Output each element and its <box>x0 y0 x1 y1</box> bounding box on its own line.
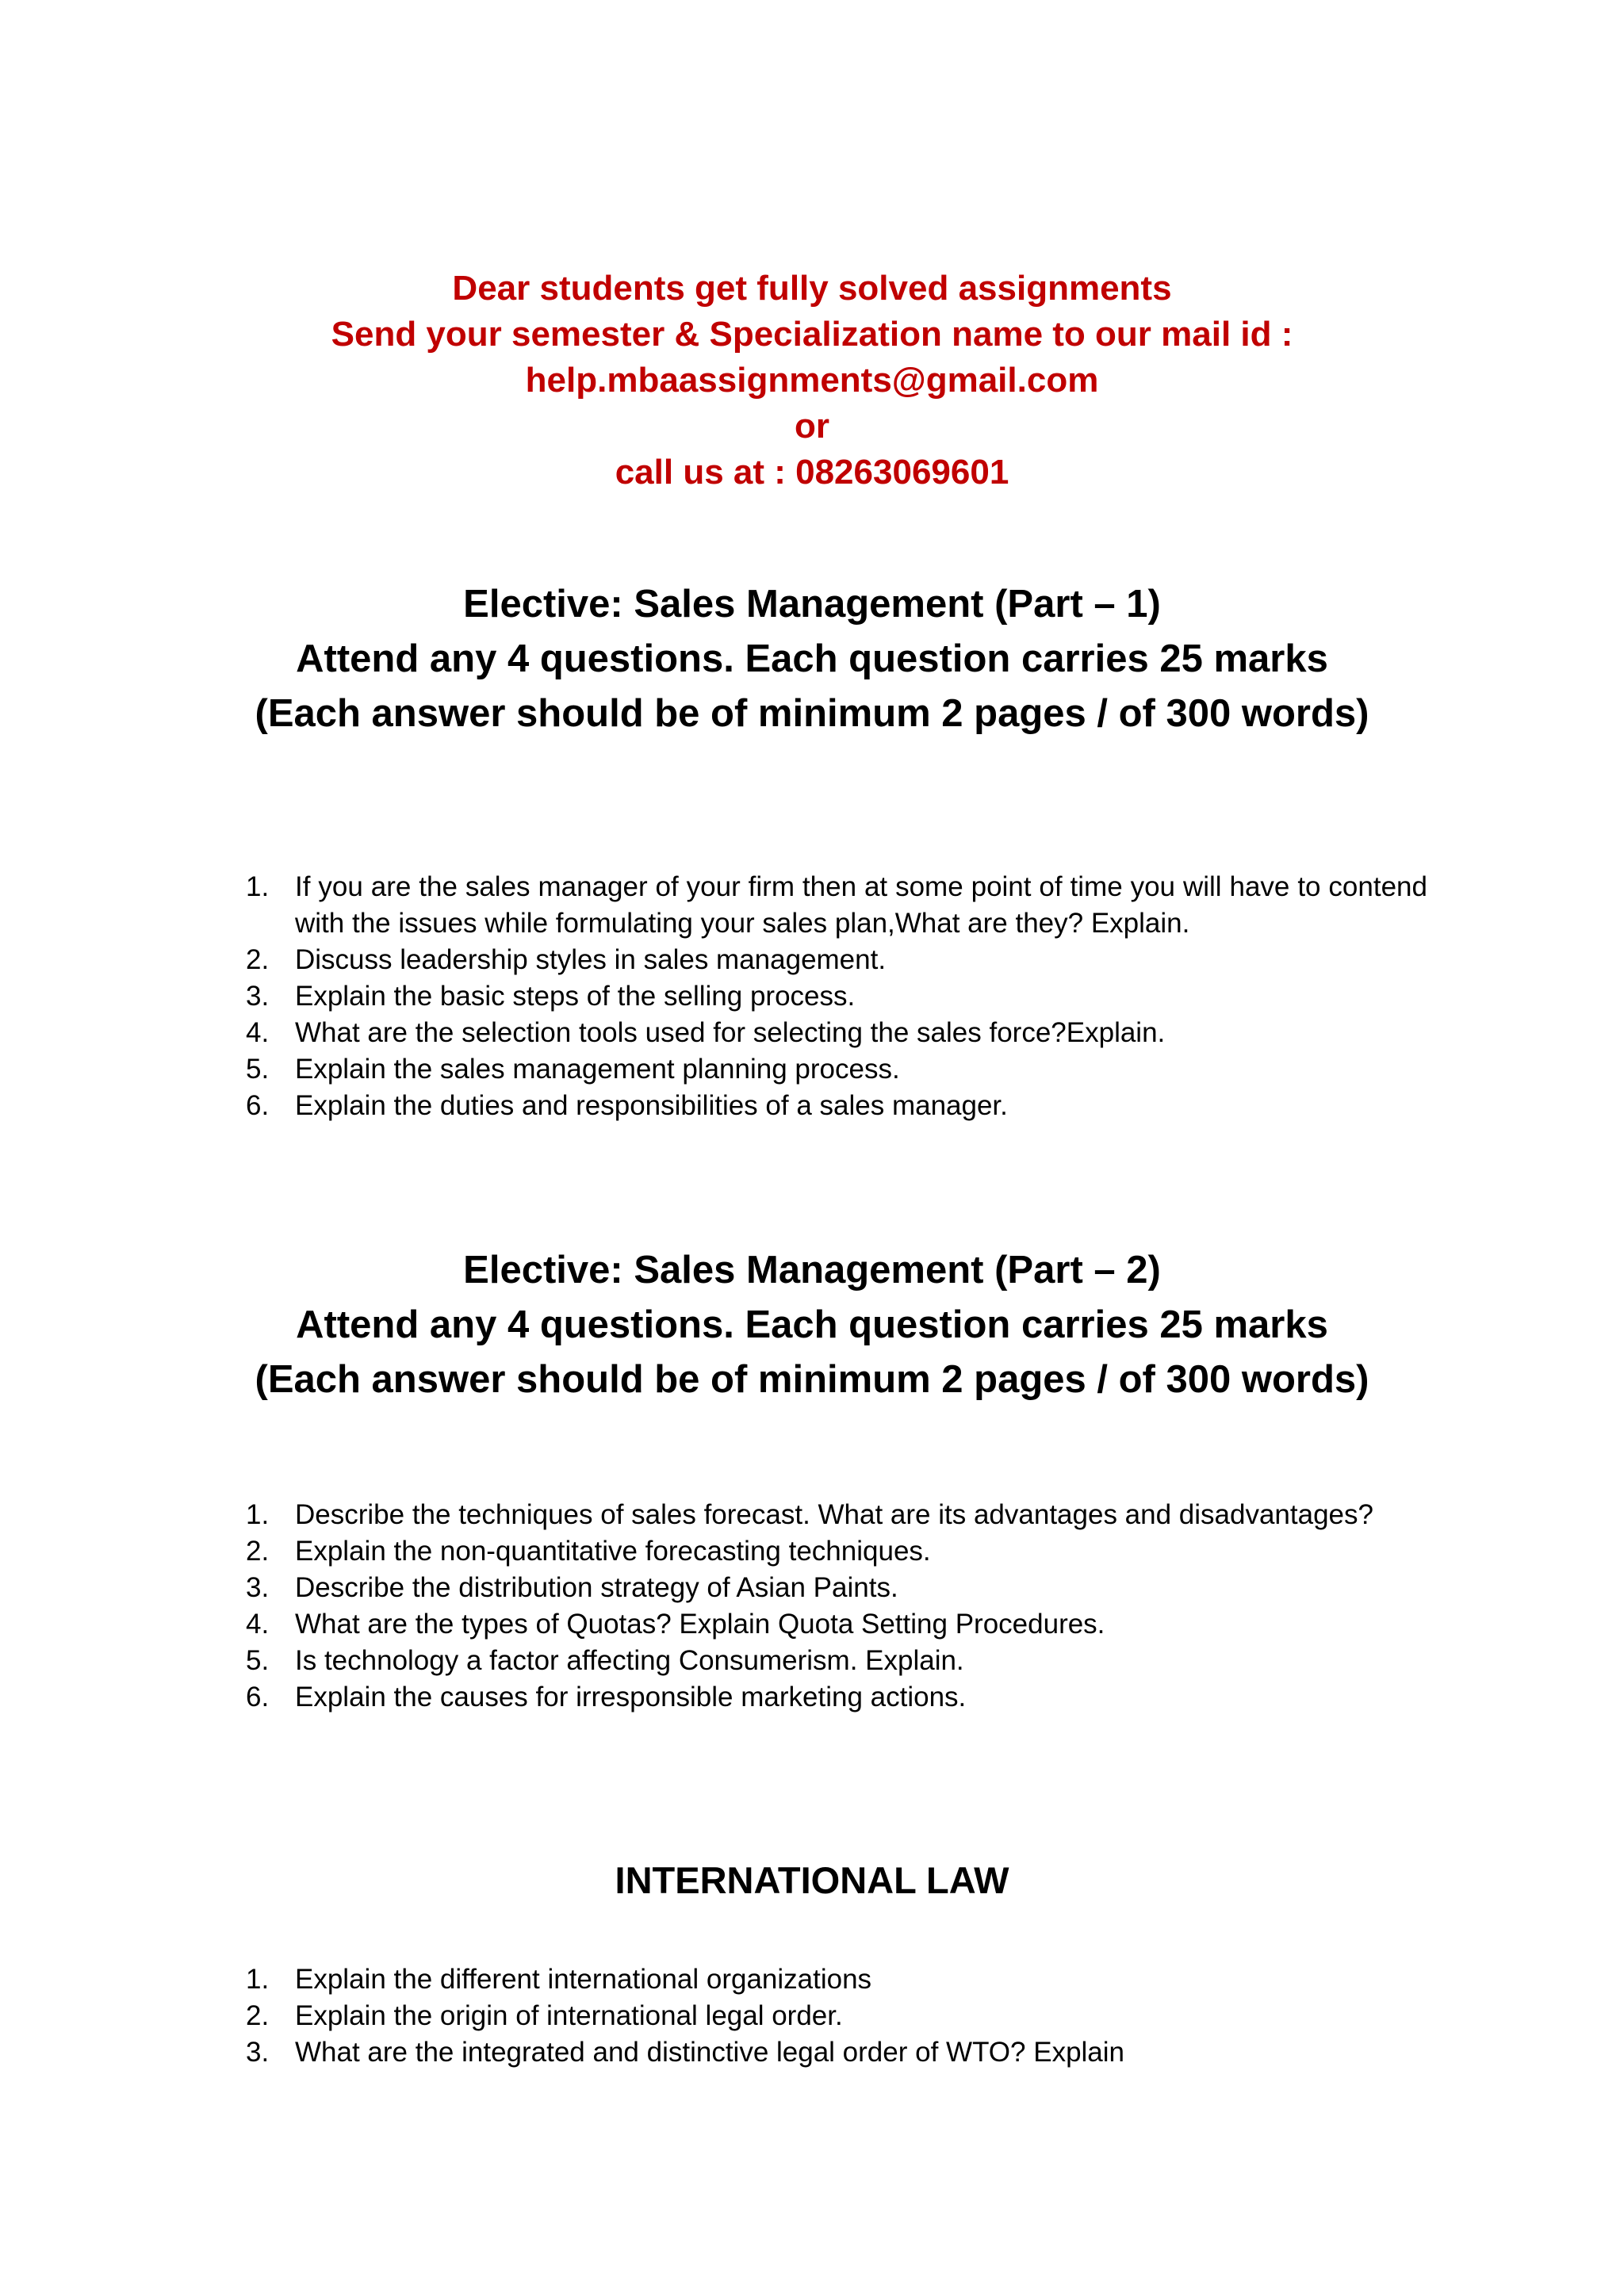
part2-heading <box>0 1243 1624 1407</box>
promo-or: or <box>795 407 829 446</box>
part2-title: Elective: Sales Management (Part – 2) <box>463 1249 1161 1292</box>
question-text: Explain the origin of international legal order. <box>295 2000 843 2031</box>
question-text: Discuss leadership styles in sales management. <box>295 944 887 975</box>
question-text: Explain the different international organizations <box>295 1964 872 1995</box>
question-number: 6. <box>246 1090 270 1121</box>
question-number: 1. <box>246 1964 270 1995</box>
part2-instruction: Attend any 4 questions. Each question carries 25 marks <box>296 1303 1328 1346</box>
question-number: 2. <box>246 1536 270 1567</box>
part1-title: Elective: Sales Management (Part – 1) <box>463 583 1161 626</box>
question-number: 3. <box>246 981 270 1012</box>
list-item <box>246 869 1427 942</box>
part1-instruction: Attend any 4 questions. Each question carries 25 marks <box>296 637 1328 680</box>
promo-line-send-details: Send your semester & Specialization name to our mail id : <box>331 315 1293 354</box>
question-text: What are the integrated and distinctive legal order of WTO? Explain <box>295 2037 1125 2068</box>
list-item <box>246 2034 1427 2071</box>
list-item <box>246 1497 1427 1533</box>
question-text: Explain the causes for irresponsible marketing actions. <box>295 1682 967 1712</box>
question-text: Describe the techniques of sales forecast. What are its advantages and disadvantages? <box>295 1499 1373 1530</box>
question-text: What are the selection tools used for selecting the sales force?Explain. <box>295 1017 1166 1048</box>
question-text: Explain the duties and responsibilities of a sales manager. <box>295 1090 1008 1121</box>
question-text: Explain the sales management planning process. <box>295 1054 900 1085</box>
question-number: 5. <box>246 1054 270 1085</box>
part2-question-list <box>246 1497 1427 1716</box>
question-number: 4. <box>246 1609 270 1640</box>
part1-heading <box>0 577 1624 741</box>
list-item <box>246 942 1427 978</box>
part1-question-list <box>246 869 1427 1124</box>
question-text: Is technology a factor affecting Consumerism. Explain. <box>295 1645 964 1676</box>
part1-note: (Each answer should be of minimum 2 pages / of 300 words) <box>255 692 1369 735</box>
promo-notice <box>0 266 1624 496</box>
list-item <box>246 1643 1427 1679</box>
question-number: 1. <box>246 1499 270 1530</box>
list-item <box>246 1606 1427 1643</box>
question-number: 5. <box>246 1645 270 1676</box>
question-text: If you are the sales manager of your firm then at some point of time you will have to contend with the issues while formulating your sales plan,What are they? Explain. <box>295 871 1427 939</box>
question-text: What are the types of Quotas? Explain Quota Setting Procedures. <box>295 1609 1105 1640</box>
question-text: Explain the basic steps of the selling process. <box>295 981 856 1012</box>
question-number: 4. <box>246 1017 270 1048</box>
promo-email: help.mbaassignments@gmail.com <box>525 361 1099 400</box>
list-item <box>246 1051 1427 1088</box>
question-text: Describe the distribution strategy of Asian Paints. <box>295 1572 898 1603</box>
list-item <box>246 978 1427 1015</box>
question-number: 2. <box>246 944 270 975</box>
list-item <box>246 1015 1427 1051</box>
promo-phone: call us at : 08263069601 <box>615 453 1009 492</box>
list-item <box>246 1961 1427 1998</box>
question-number: 2. <box>246 2000 270 2031</box>
list-item <box>246 1679 1427 1716</box>
list-item <box>246 1998 1427 2034</box>
list-item <box>246 1088 1427 1124</box>
international-law-question-list <box>246 1961 1427 2071</box>
question-text: Explain the non-quantitative forecasting techniques. <box>295 1536 931 1567</box>
part2-note: (Each answer should be of minimum 2 pages / of 300 words) <box>255 1358 1369 1401</box>
international-law-title: INTERNATIONAL LAW <box>615 1859 1009 1901</box>
question-number: 3. <box>246 2037 270 2068</box>
promo-line-solved-assignments: Dear students get fully solved assignments <box>452 269 1172 308</box>
question-number: 6. <box>246 1682 270 1712</box>
list-item <box>246 1570 1427 1606</box>
question-number: 3. <box>246 1572 270 1603</box>
question-number: 1. <box>246 871 270 902</box>
list-item <box>246 1533 1427 1570</box>
